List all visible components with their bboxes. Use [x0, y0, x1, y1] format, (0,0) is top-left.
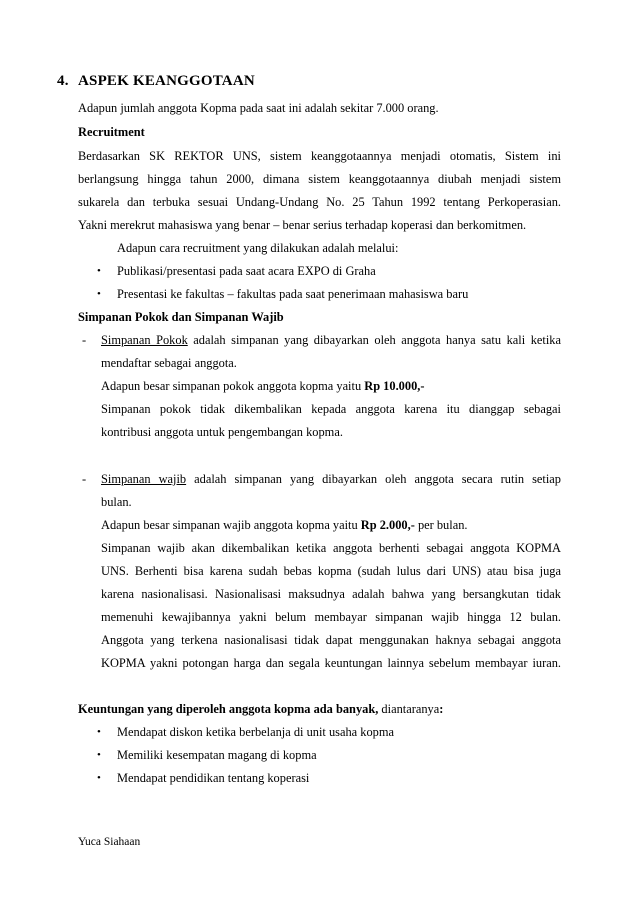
- section-heading: [57, 73, 255, 90]
- wajib-line-2: bulan.: [101, 495, 132, 509]
- recruitment-para-line-4: Yakni merekrut mahasiswa yang benar – benar serius terhadap koperasi dan berkomitmen.: [78, 218, 527, 232]
- dash-marker: -: [82, 472, 87, 486]
- pokok-line-1-rest: adalah simpanan yang dibayarkan oleh anggota hanya satu kali ketika: [187, 333, 561, 347]
- bullet-icon: •: [97, 288, 101, 300]
- page-footer-author: Yuca Siahaan: [78, 836, 141, 848]
- intro-text: Adapun jumlah anggota Kopma pada saat ini adalah sekitar 7.000 orang.: [78, 101, 439, 115]
- simpanan-heading: Simpanan Pokok dan Simpanan Wajib: [78, 310, 284, 324]
- benefit-item-2: Memiliki kesempatan magang di kopma: [117, 748, 317, 762]
- pokok-amount-line: [101, 379, 425, 394]
- bullet-icon: •: [97, 265, 101, 277]
- pokok-note-line-2: kontribusi anggota untuk pengembangan kopma.: [101, 425, 343, 439]
- benefits-heading-rest: diantaranya: [378, 702, 440, 716]
- wajib-note-line-3: karena nasionalisasi. Nasionalisasi maksudnya adalah bahwa yang bersangkutan tidak: [101, 587, 561, 601]
- recruitment-para-line-1: Berdasarkan SK REKTOR UNS, sistem keanggotaannya menjadi otomatis, Sistem ini: [78, 149, 561, 163]
- wajib-note-line-4: memenuhi kewajibannya yakni belum membayar simpanan wajib hingga 12 bulan.: [101, 610, 561, 624]
- section-number: 4.: [57, 73, 69, 89]
- benefits-heading-colon: :: [439, 702, 444, 716]
- benefits-heading-bold: Keuntungan yang diperoleh anggota kopma ada banyak,: [78, 702, 379, 716]
- wajib-amount-suffix: per bulan.: [414, 518, 468, 532]
- recruitment-bullet-1: Publikasi/presentasi pada saat acara EXPO di Graha: [117, 264, 376, 278]
- benefit-item-1: Mendapat diskon ketika berbelanja di unit usaha kopma: [117, 725, 394, 739]
- pokok-amount-prefix: Adapun besar simpanan pokok anggota kopma yaitu: [101, 379, 365, 393]
- wajib-amount-line: [101, 518, 468, 533]
- recruitment-para-line-2: berlangsung hingga tahun 2000, dimana sistem keanggotaannya diubah menjadi sistem: [78, 172, 561, 186]
- benefit-item-3: Mendapat pendidikan tentang koperasi: [117, 771, 310, 785]
- pokok-line-2: mendaftar sebagai anggota.: [101, 356, 237, 370]
- recruitment-method-intro: Adapun cara recruitment yang dilakukan adalah melalui:: [117, 241, 399, 255]
- pokok-amount: Rp 10.000,-: [364, 379, 425, 393]
- recruitment-bullet-2: Presentasi ke fakultas – fakultas pada saat penerimaan mahasiswa baru: [117, 287, 469, 301]
- section-title: ASPEK KEANGGOTAAN: [78, 73, 255, 89]
- benefits-heading: [78, 702, 443, 717]
- wajib-amount-prefix: Adapun besar simpanan wajib anggota kopma yaitu: [101, 518, 361, 532]
- dash-marker: -: [82, 333, 87, 347]
- recruitment-para-line-3: sukarela dan terbuka sesuai Undang-Undang No. 25 Tahun 1992 tentang Perkoperasian.: [78, 195, 561, 209]
- pokok-note-line-1: Simpanan pokok tidak dikembalikan kepada anggota karena itu dianggap sebagai: [101, 402, 561, 416]
- bullet-icon: •: [97, 726, 101, 738]
- pokok-term: Simpanan Pokok: [101, 333, 188, 347]
- wajib-note-line-6: KOPMA yakni potongan harga dan segala keuntungan lainnya sebelum membayar iuran.: [101, 656, 561, 670]
- bullet-icon: •: [97, 749, 101, 761]
- wajib-line-1-rest: adalah simpanan yang dibayarkan oleh anggota secara rutin setiap: [186, 472, 561, 486]
- wajib-line-1: [101, 472, 561, 487]
- wajib-note-line-2: UNS. Berhenti bisa karena sudah bebas kopma (sudah lulus dari UNS) atau bisa juga: [101, 564, 561, 578]
- wajib-note-line-5: Anggota yang terkena nasionalisasi tidak dapat menggunakan haknya sebagai anggota: [101, 633, 561, 647]
- wajib-note-line-1: Simpanan wajib akan dikembalikan ketika anggota berhenti sebagai anggota KOPMA: [101, 541, 561, 555]
- recruitment-heading: Recruitment: [78, 125, 145, 139]
- pokok-line-1: [101, 333, 561, 348]
- bullet-icon: •: [97, 772, 101, 784]
- wajib-term: Simpanan wajib: [101, 472, 187, 486]
- wajib-amount: Rp 2.000,-: [360, 518, 415, 532]
